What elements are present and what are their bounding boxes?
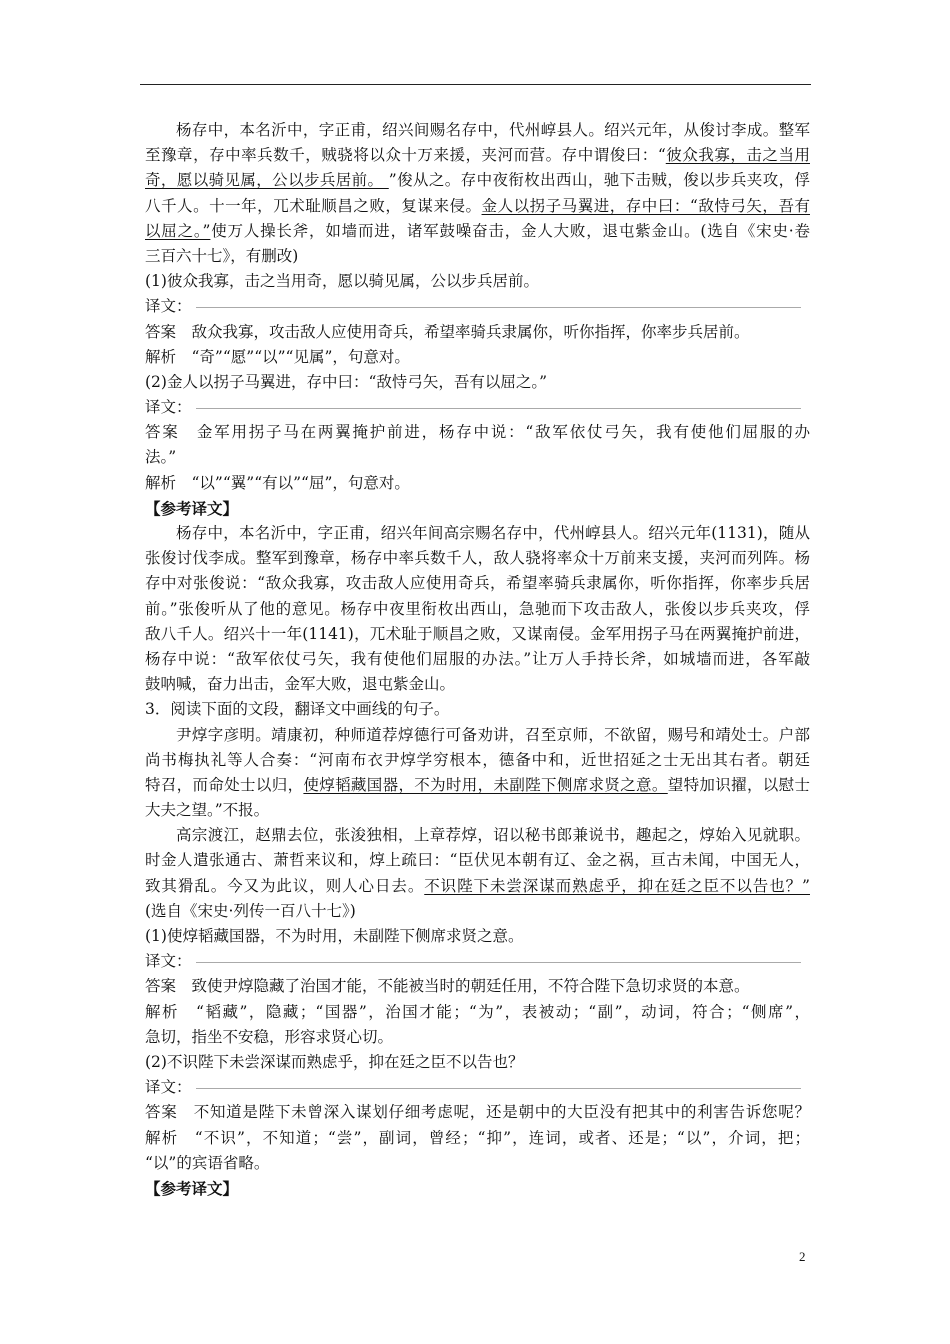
text-segment: 鼓呐喊，奋力出击，金军大败，退屯紫金山。 — [145, 675, 456, 694]
underlined-sentence: 金人以拐子马翼进，存中曰：“敌恃弓矢，吾有 — [481, 196, 810, 215]
text-segment: 杨存中，本名沂中，字正甫，绍兴间赐名存中，代州崞县人。绍兴元年，从俊讨李成。整军 — [176, 121, 810, 139]
underlined-sentence: 以屈之。” — [145, 221, 211, 240]
text-line — [145, 1126, 810, 1151]
text-line — [145, 723, 810, 748]
text-line — [145, 974, 810, 999]
text-line — [145, 118, 810, 143]
text-line — [145, 244, 810, 269]
section-heading — [145, 496, 810, 521]
text-segment: 望特加识擢，以慰士 — [667, 775, 810, 794]
text-line — [145, 571, 810, 596]
text-line — [145, 874, 810, 899]
text-line — [145, 269, 810, 294]
text-segment: (1)使焞韬藏国器，不为时用，未副陛下侧席求贤之意。 — [145, 927, 524, 945]
text-line — [145, 647, 810, 672]
text-segment: 解析 “不识”，不知道；“尝”，副词，曾经；“抑”，连词，或者、还是；“以”，介词，把； — [145, 1128, 810, 1147]
document-body — [145, 118, 810, 1201]
text-line — [145, 622, 810, 647]
text-line — [145, 320, 810, 345]
text-segment: 答案 金军用拐子马在两翼掩护前进，杨存中说：“敌军依仗弓矢，我有使他们屈服的办 — [145, 423, 810, 442]
text-line — [145, 445, 810, 470]
text-segment: 时金人遣张通古、萧哲来议和，焞上疏曰：“臣伏见本朝有辽、金之祸，亘古未闻，中国无人， — [145, 851, 810, 870]
text-segment: (1)彼众我寡，击之当用奇，愿以骑见属，公以步兵居前。 — [145, 272, 539, 291]
text-line — [145, 848, 810, 873]
header-rule — [140, 84, 811, 85]
text-segment: 特召，而命处士以归， — [145, 775, 304, 794]
text-line — [145, 1050, 810, 1075]
text-segment: 【参考译文】 — [145, 1178, 239, 1198]
text-line — [145, 748, 810, 773]
translation-answer-line — [145, 395, 810, 420]
text-line — [145, 924, 810, 949]
text-segment: 3．阅读下面的文段，翻译文中画线的句子。 — [145, 700, 450, 719]
translation-answer-line — [145, 1075, 810, 1100]
text-segment: “以”的宾语省略。 — [145, 1153, 270, 1172]
answer-blank — [196, 408, 801, 409]
underlined-sentence: 使焞韬藏国器，不为时用，未副陛下侧席求贤之意。 — [303, 775, 668, 794]
text-segment: 解析 “奇”“愿”“以”“见属”，句意对。 — [145, 347, 410, 366]
text-line — [145, 521, 810, 546]
text-segment: 前。”张俊听从了他的意见。杨存中夜里衔枚出西山，急驰而下攻击敌人，张俊以步兵夹攻，俘 — [145, 599, 810, 618]
text-segment: (选自《宋史·列传一百八十七》) — [145, 901, 356, 920]
answer-blank — [196, 307, 801, 308]
translation-answer-line — [145, 949, 810, 974]
text-line — [145, 546, 810, 571]
text-line — [145, 420, 810, 445]
text-line — [145, 345, 810, 370]
text-segment: 答案 不知道是陛下未曾深入谋划仔细考虑呢，还是朝中的大臣没有把其中的利害告诉您呢？ — [145, 1103, 810, 1122]
text-segment: 答案 敌众我寡，攻击敌人应使用奇兵，希望率骑兵隶属你，听你指挥，你率步兵居前。 — [145, 322, 750, 341]
text-segment: 至豫章，存中率兵数千，贼骁将以众十万来援，夹河而营。存中谓俊曰：“ — [145, 146, 666, 165]
text-segment: 解析 “以”“翼”“有以”“屈”，句意对。 — [145, 473, 410, 492]
text-line — [145, 823, 810, 848]
text-segment: 译文： — [145, 398, 192, 417]
text-segment: 法。” — [145, 448, 177, 467]
text-segment: 杨存中，本名沂中，字正甫，绍兴年间高宗赐名存中，代州崞县人。绍兴元年(1131)，随从 — [176, 524, 810, 542]
text-line — [145, 168, 810, 193]
text-line — [145, 471, 810, 496]
text-line — [145, 773, 810, 798]
text-segment: 【参考译文】 — [145, 498, 239, 518]
text-segment: 八千人。十一年，兀术耻顺昌之败，复谋来侵。 — [145, 196, 482, 215]
text-segment: (2)不识陛下未尝深谋而熟虑乎，抑在廷之臣不以告也？ — [145, 1052, 524, 1071]
section-heading — [145, 1176, 810, 1201]
text-segment: 译文： — [145, 1078, 192, 1097]
text-line — [145, 672, 810, 697]
text-segment: 使万人操长斧，如墙而进，诸军鼓噪奋击，金人大败，退屯紫金山。(选自《宋史·卷 — [210, 221, 810, 240]
underlined-sentence: 奇，愿以骑见属，公以步兵居前。 — [145, 171, 389, 190]
text-line — [145, 219, 810, 244]
text-segment: 高宗渡江，赵鼎去位，张浚独相，上章荐焞，诏以秘书郎兼说书，趣起之，焞始入见就职。 — [176, 826, 810, 845]
text-segment: 译文： — [145, 297, 192, 316]
text-segment: 三百六十七》，有删改) — [145, 246, 299, 265]
text-line — [145, 1025, 810, 1050]
text-line — [145, 1151, 810, 1176]
underlined-sentence: 彼众我寡，击之当用 — [665, 146, 810, 165]
text-segment: 急切，指坐不安稳，形容求贤心切。 — [145, 1027, 394, 1046]
text-segment: 敌八千人。绍兴十一年(1141)，兀术耻于顺昌之败，又谋南侵。金军用拐子马在两翼掩护前进， — [145, 624, 810, 643]
text-segment: 致其猾乱。今又为此议，则人心日去。 — [145, 876, 425, 895]
text-segment: 张俊讨伐李成。整军到豫章，杨存中率兵数千人，敌人骁将率众十万前来支援，夹河而列阵。杨 — [145, 549, 810, 568]
text-line — [145, 597, 810, 622]
text-segment: 大夫之望。”不报。 — [145, 801, 270, 820]
text-line — [145, 1100, 810, 1125]
text-line — [145, 697, 810, 722]
text-segment: (2)金人以拐子马翼进，存中曰：“敌恃弓矢，吾有以屈之。” — [145, 372, 548, 391]
text-segment: 杨存中说：“敌军依仗弓矢，我有使他们屈服的办法。”让万人手持长斧，如城墙而进，各军敲 — [145, 649, 810, 668]
answer-blank — [196, 1088, 801, 1089]
text-line — [145, 143, 810, 168]
answer-blank — [196, 962, 801, 963]
text-line — [145, 1000, 810, 1025]
text-segment: 译文： — [145, 952, 192, 971]
translation-answer-line — [145, 294, 810, 319]
text-segment: 解析 “韬藏”，隐藏；“国器”，治国才能；“为”，表被动；“副”，动词，符合；“侧席”， — [145, 1002, 810, 1021]
text-line — [145, 194, 810, 219]
text-segment: 存中对张俊说：“敌众我寡，攻击敌人应使用奇兵，希望率骑兵隶属你，听你指挥，你率步兵居 — [145, 574, 810, 593]
text-line — [145, 798, 810, 823]
text-segment: 答案 致使尹焞隐藏了治国才能，不能被当时的朝廷任用，不符合陛下急切求贤的本意。 — [145, 977, 750, 996]
text-segment: 尹焞字彦明。靖康初，种师道荐焞德行可备劝讲，召至京师，不欲留，赐号和靖处士。户部 — [176, 725, 810, 744]
text-line — [145, 370, 810, 395]
underlined-sentence: 不识陛下未尝深谋而熟虑乎，抑在廷之臣不以告也？” — [424, 876, 810, 895]
text-segment: 尚书梅执礼等人合奏：“河南布衣尹焞学穷根本，德备中和，近世招延之士无出其右者。朝廷 — [145, 750, 810, 769]
page-number: 2 — [799, 1249, 806, 1264]
text-line — [145, 899, 810, 924]
text-segment: ”俊从之。存中夜衔枚出西山，驰下击贼，俊以步兵夹攻，俘 — [388, 171, 810, 190]
